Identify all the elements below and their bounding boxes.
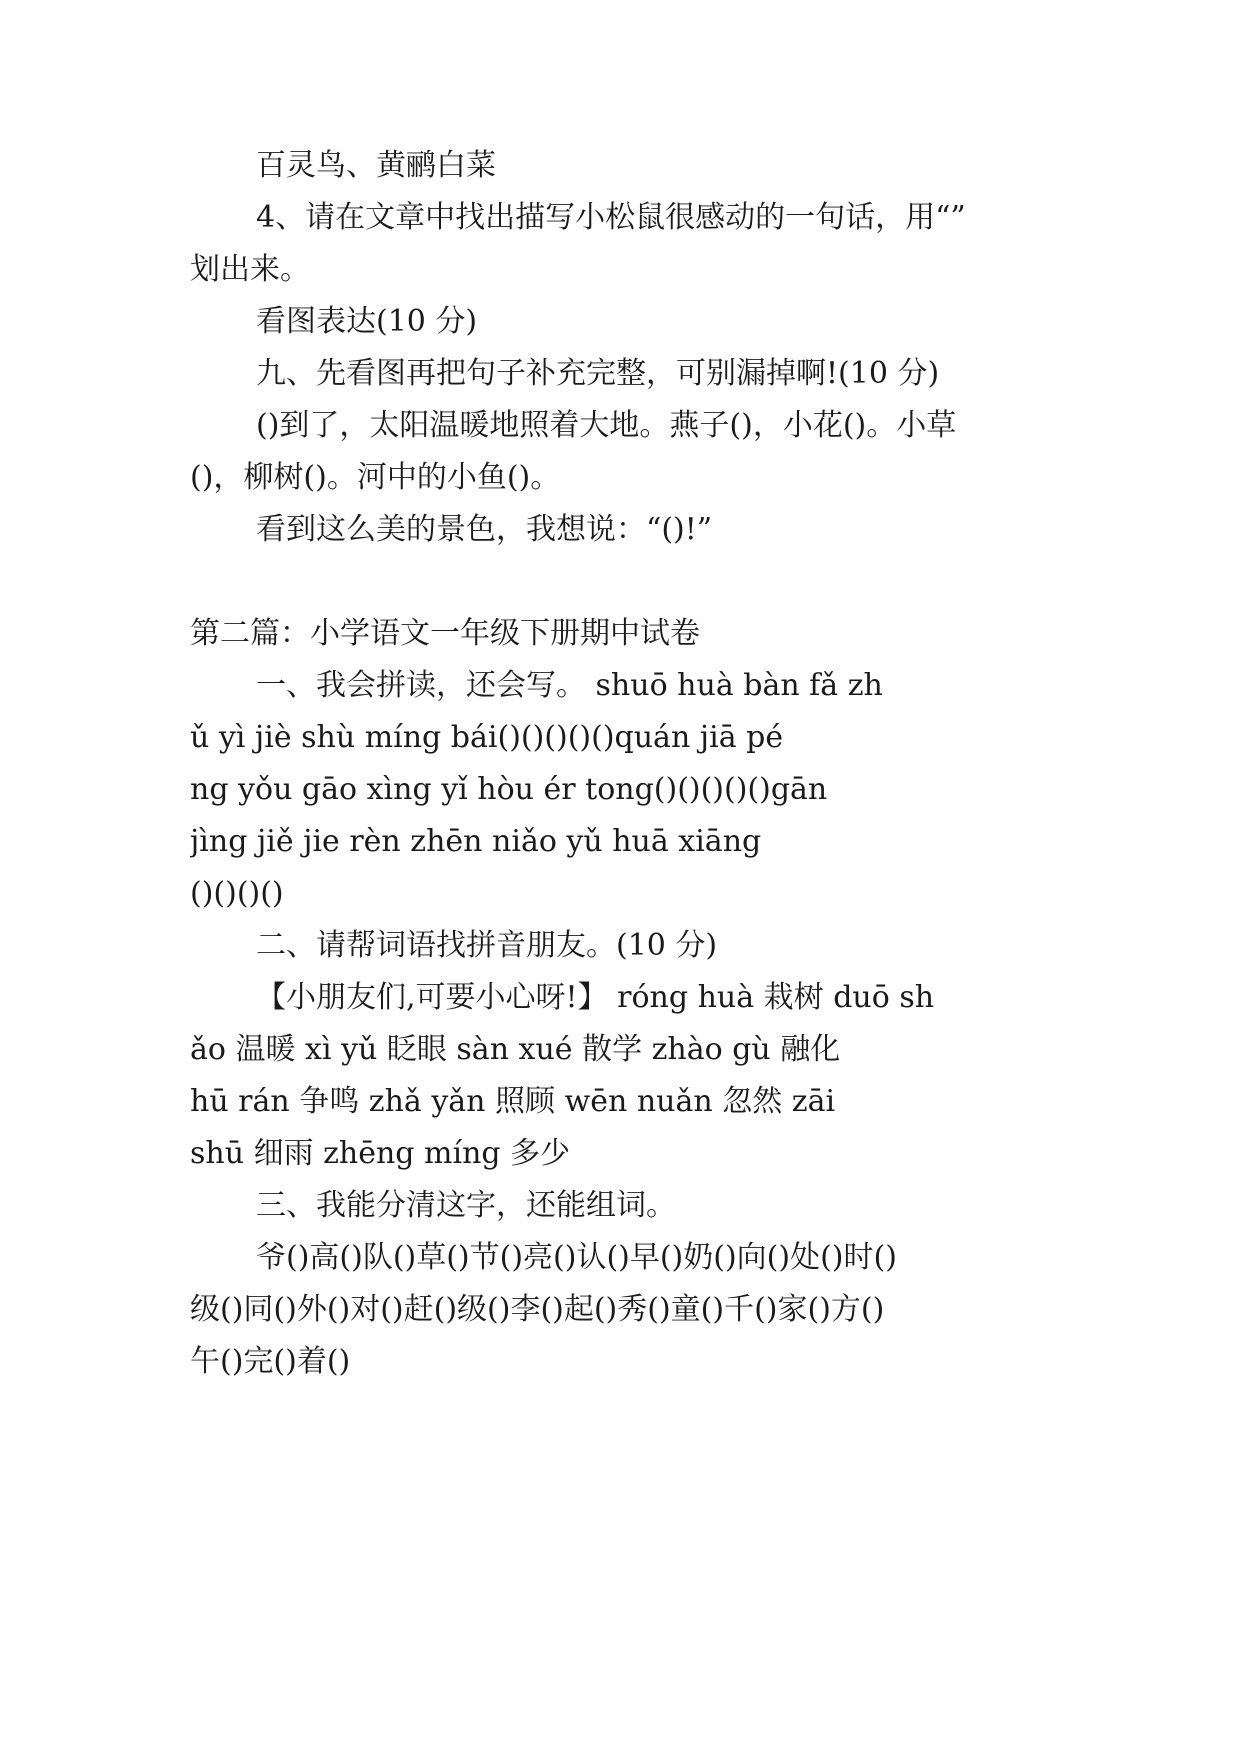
question-2-line-3: hū rán 争鸣 zhǎ yǎn 照顾 wēn nuǎn 忽然 zāi	[190, 1084, 836, 1119]
question-4-continuation: 划出来。	[190, 252, 310, 287]
question-3-line-1: 爷()高()队()草()节()亮()认()早()奶()向()处()时()	[256, 1240, 897, 1275]
question-9-line-1: ()到了，太阳温暖地照着大地。燕子()，小花()。小草	[256, 408, 957, 443]
question-3-heading: 三、我能分清这字，还能组词。	[256, 1188, 676, 1223]
question-2-heading: 二、请帮词语找拼音朋友。(10 分)	[256, 928, 718, 963]
text-line-1: 百灵鸟、黄鹂白菜	[256, 148, 496, 183]
question-1-heading: 一、我会拼读，还会写。 shuō huà bàn fǎ zh	[256, 668, 883, 703]
pinyin-line-2: ng yǒu gāo xìng yǐ hòu ér tong()()()()()gān	[190, 772, 828, 807]
pinyin-line-1: ǔ yì jiè shù míng bái()()()()()quán jiā pé	[190, 720, 784, 755]
question-9-line-2: ()，柳树()。河中的小鱼()。	[190, 460, 561, 495]
question-2-line-2: ǎo 温暖 xì yǔ 眨眼 sàn xué 散学 zhào gù 融化	[190, 1032, 841, 1067]
pinyin-line-3: jìng jiě jie rèn zhēn niǎo yǔ huā xiāng	[190, 824, 762, 859]
question-9-heading: 九、先看图再把句子补充完整，可别漏掉啊!(10 分)	[256, 356, 940, 391]
question-2-line-1: 【小朋友们,可要小心呀!】 róng huà 栽树 duō sh	[256, 980, 935, 1015]
part-two-title: 第二篇：小学语文一年级下册期中试卷	[190, 616, 700, 651]
question-9-line-3: 看到这么美的景色，我想说：“()!”	[256, 512, 713, 547]
question-3-line-3: 午()完()着()	[190, 1344, 351, 1379]
blanks-line: ()()()()	[190, 876, 284, 911]
section-heading-picture: 看图表达(10 分)	[256, 304, 478, 339]
question-3-line-2: 级()同()外()对()赶()级()李()起()秀()童()千()家()方()	[190, 1292, 885, 1327]
question-4-line: 4、请在文章中找出描写小松鼠很感动的一句话，用“”	[256, 200, 966, 235]
question-2-line-4: shū 细雨 zhēng míng 多少	[190, 1136, 571, 1171]
